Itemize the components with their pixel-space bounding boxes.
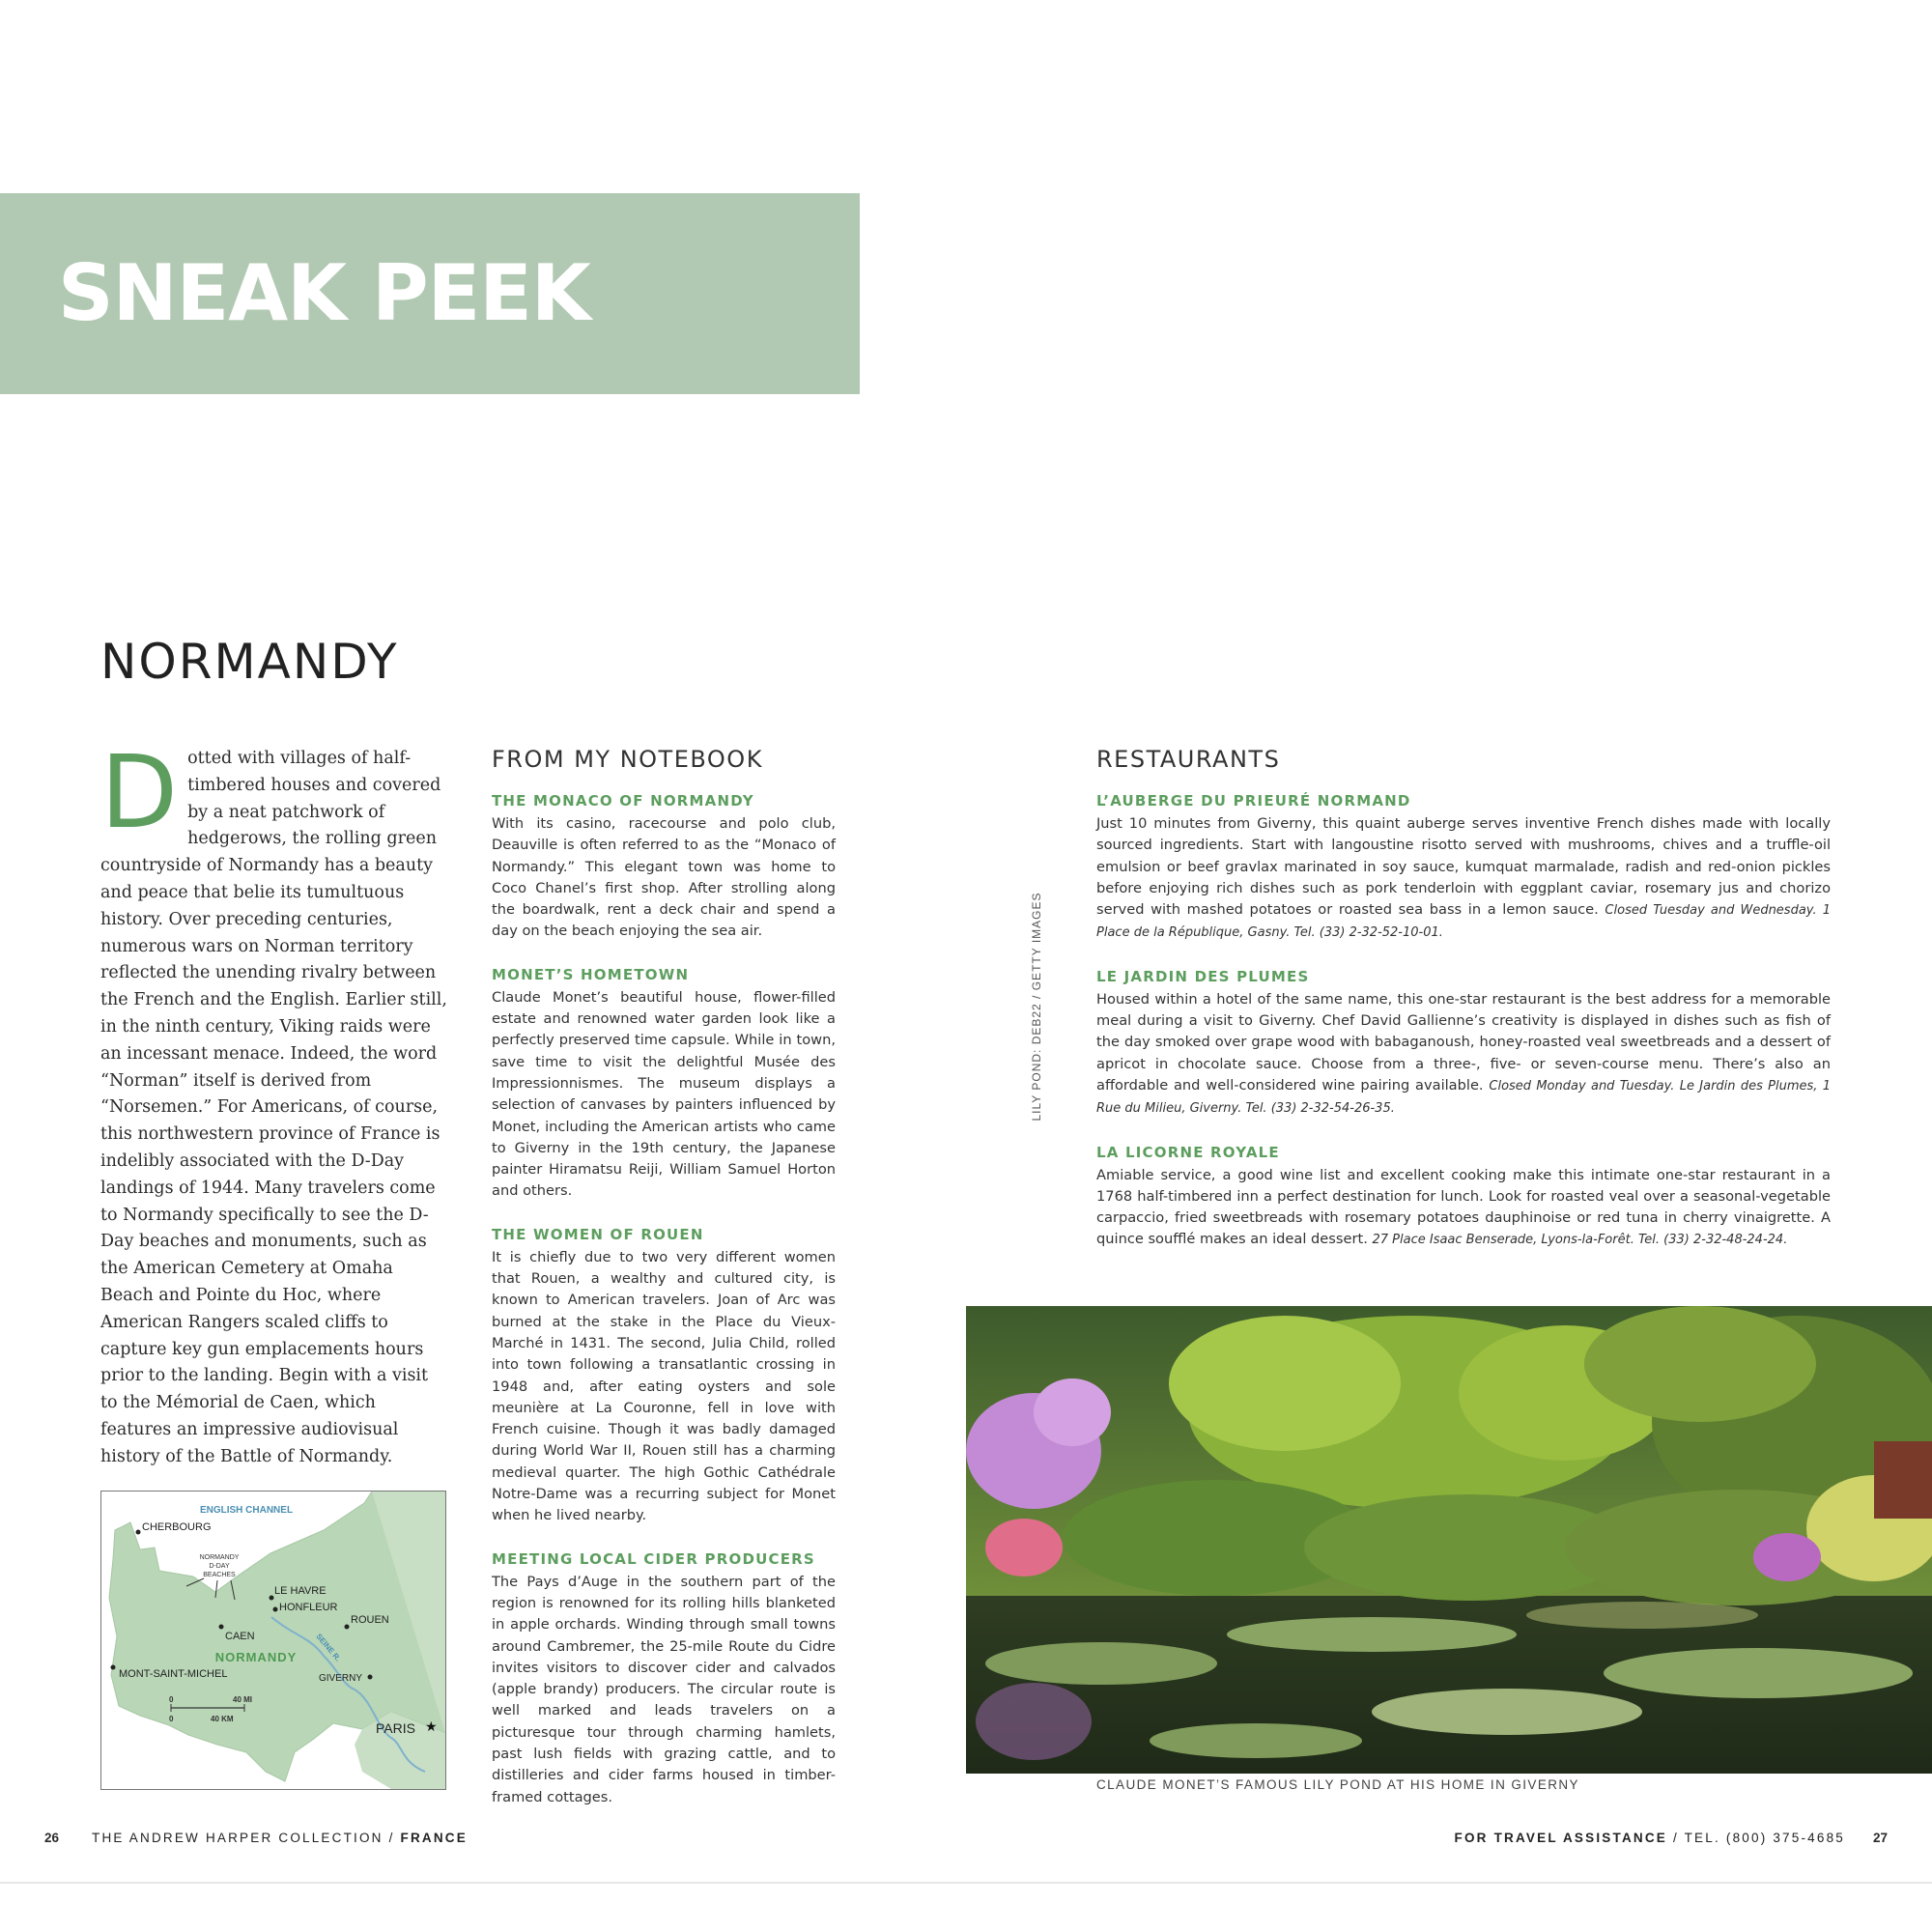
notebook-entry-text: With its casino, racecourse and polo club, Deauville is often referred to as the “Monaco of Normandy.” This elegant town was home to Coco Chanel’s first shop. After strolling along the boardwalk, rent a deck chair and spend a day on the beach enjoying the sea air. <box>492 815 836 940</box>
map-dot-rouen <box>345 1625 350 1630</box>
footer-right-bold: FOR TRAVEL ASSISTANCE <box>1454 1831 1667 1845</box>
restaurant-entry <box>1096 792 1831 945</box>
photo-lily-pads <box>1150 1723 1362 1758</box>
map-label-mont-saint-michel: MONT-SAINT-MICHEL <box>119 1668 228 1680</box>
map-dot-giverny <box>368 1675 373 1680</box>
normandy-map <box>100 1491 446 1790</box>
map-label-honfleur: HONFLEUR <box>279 1602 338 1613</box>
photo-credit: LILY POND: DEB22 / GETTY IMAGES <box>1030 892 1043 1122</box>
notebook-entry <box>492 1550 836 1808</box>
restaurant-entry <box>1096 1144 1831 1252</box>
restaurant-text <box>1096 813 1831 945</box>
restaurant-text <box>1096 1165 1831 1252</box>
photo-reflection <box>1526 1602 1758 1629</box>
restaurants-column <box>1096 792 1831 1275</box>
restaurant-entry <box>1096 968 1831 1121</box>
photo-pink-flowers <box>985 1519 1063 1577</box>
map-dot-mont-saint-michel <box>111 1665 116 1670</box>
star-icon: ★ <box>425 1719 438 1735</box>
scale-mi-zero: 0 <box>169 1695 174 1704</box>
notebook-entry-text: Claude Monet’s beautiful house, flower-filled estate and renowned water garden look like a perfectly preserved time capsule. While in town, save time to visit the delightful Musée des Impressionnismes. The museum displays a selection of canvases by painters influenced by Monet, including the American artists who came to Giverny in the 19th century, the Japanese painter Hiramatsu Reiji, William Samuel Horton and others. <box>492 988 836 1200</box>
footer-right-text: / TEL. (800) 375-4685 <box>1667 1831 1845 1845</box>
notebook-heading: FROM MY NOTEBOOK <box>492 746 763 773</box>
scale-km: 40 KM <box>211 1715 234 1723</box>
map-label-cherbourg: CHERBOURG <box>142 1521 212 1533</box>
photo-reflection <box>976 1683 1092 1760</box>
map-label-giverny: GIVERNY <box>319 1673 363 1684</box>
restaurant-description: Amiable service, a good wine list and excellent cooking make this intimate one-star restaurant in a 1768 half-timbered inn a perfect destination for lunch. Look for roasted veal over a seasonal-vegetable carpaccio, fried sweetbreads with rosemary potatoes dauphinoise or red tuna in cherry vinaigrette. A quince soufflé makes an ideal dessert. <box>1096 1166 1831 1248</box>
map-label-region: NORMANDY <box>214 1650 298 1664</box>
map-label-paris: PARIS <box>376 1720 415 1736</box>
photo-tree-canopy <box>1169 1316 1401 1451</box>
footer-left-text: THE ANDREW HARPER COLLECTION / <box>92 1831 401 1845</box>
restaurant-description: Housed within a hotel of the same name, this one-star restaurant is the best address for a memorable meal during a visit to Giverny. Chef David Gallienne’s creativity is displayed in dishes such as fish of the day smoked over grape wood with babaganoush, honey-roasted veal sweetbreads and a dessert of apricot in chocolate sauce. Choose from a three-, five- or seven-course menu. There’s also an affordable and well-considered wine pairing available. <box>1096 990 1831 1094</box>
map-dot-cherbourg <box>136 1530 141 1535</box>
footer-left <box>92 1831 468 1845</box>
map-label-beaches-3: BEACHES <box>203 1572 236 1578</box>
photo-red-structure <box>1874 1441 1932 1519</box>
photo-purple-flowers <box>1034 1378 1111 1446</box>
photo-lily-pads <box>1604 1648 1913 1698</box>
photo-lily-pads <box>1227 1617 1517 1652</box>
map-label-beaches-1: NORMANDY <box>199 1554 240 1561</box>
notebook-entry <box>492 1226 836 1527</box>
lily-pond-illustration <box>966 1306 1932 1774</box>
footer-left-bold: FRANCE <box>400 1831 468 1845</box>
restaurant-description: Just 10 minutes from Giverny, this quaint auberge serves inventive French dishes made with locally sourced ingredients. Start with langoustine risotto served with mushrooms, chives and a truffle-oil emulsion or beef gravlax marinated in soy sauce, kumquat marmalade, radish and red-onion pickles before enjoying rich dishes such as pork tenderloin with eggplant caviar, rosemary jus and chorizo served with mashed potatoes or roasted sea bass in a lemon sauce. <box>1096 815 1831 919</box>
restaurant-info: 27 Place Isaac Benserade, Lyons-la-Forêt. Tel. (33) 2-32-48-24-24. <box>1372 1233 1788 1248</box>
notebook-entry <box>492 966 836 1203</box>
page-number-right: 27 <box>1872 1831 1888 1845</box>
intro-column <box>100 733 450 1471</box>
restaurant-name: L’AUBERGE DU PRIEURÉ NORMAND <box>1096 792 1411 810</box>
notebook-entry-title: THE WOMEN OF ROUEN <box>492 1225 704 1243</box>
drop-cap: D <box>100 733 179 851</box>
map-label-rouen: ROUEN <box>351 1614 389 1626</box>
lily-pond-photo <box>966 1306 1932 1774</box>
page-number-left: 26 <box>44 1831 60 1845</box>
map-label-caen: CAEN <box>225 1631 255 1642</box>
notebook-entry <box>492 792 836 943</box>
scale-mi: 40 MI <box>233 1695 253 1704</box>
notebook-column <box>492 792 836 1832</box>
notebook-entry-title: MONET’S HOMETOWN <box>492 965 690 983</box>
photo-lily-pads <box>1372 1689 1642 1735</box>
notebook-entry-title: THE MONACO OF NORMANDY <box>492 792 754 810</box>
notebook-entry-title: MEETING LOCAL CIDER PRODUCERS <box>492 1549 815 1568</box>
scale-km-zero: 0 <box>169 1715 174 1723</box>
map-label-seine: SEINE R. <box>314 1632 343 1663</box>
footer-right <box>1455 1831 1845 1845</box>
notebook-entry-text: It is chiefly due to two very different women that Rouen, a wealthy and cultured city, is known to American travelers. Joan of Arc was burned at the stake in the Place du Vieux-Marché in 1431. The second, Julia Child, rolled into town following a transatlantic crossing in 1948 and, after eating oysters and sole meunière at La Couronne, fell in love with French cuisine. Though it was badly damaged during World War II, Rouen still has a charming medieval quarter. The high Gothic Cathédrale Notre-Dame was a recurring subject for Monet when he lived nearby. <box>492 1248 836 1524</box>
region-title: NORMANDY <box>100 634 399 690</box>
map-dot-caen <box>219 1625 224 1630</box>
map-label-beaches-2: D-DAY <box>209 1563 230 1570</box>
photo-caption: CLAUDE MONET’S FAMOUS LILY POND AT HIS HOME IN GIVERNY <box>1096 1777 1579 1792</box>
notebook-entry-text: The Pays d’Auge in the southern part of the region is renowned for its rolling hills blanketed in apple orchards. Winding through small towns around Cambremer, the 25-mile Route du Cidre invites visitors to discover cider and calvados (apple brandy) producers. The circular route is well marked and leads travelers on a picturesque tour through charming hamlets, past lush fields with grazing cattle, and to distilleries and cider farms housed in timber-framed cottages. <box>492 1573 836 1805</box>
intro-text: otted with villages of half-timbered houses and covered by a neat patchwork of hedgerows, the rolling green countryside of Normandy has a beauty and peace that belie its tumultuous history. Over preceding centuries, numerous wars on Norman territory reflected the unending rivalry between the French and the English. Earlier still, in the ninth century, Viking raids were an incessant menace. Indeed, the word “Norman” itself is derived from “Norsemen.” For Americans, of course, this northwestern province of France is indelibly associated with the D-Day landings of 1944. Many travelers come to Normandy specifically to see the D-Day beaches and monuments, such as the American Cemetery at Omaha Beach and Pointe du Hoc, where American Rangers scaled cliffs to capture key gun emplacements hours prior to the landing. Begin with a visit to the Mémorial de Caen, which features an impressive audiovisual history of the Battle of Normandy. <box>100 749 447 1466</box>
restaurant-info: Closed Monday and Tuesday. Le Jardin des Plumes, 1 Rue du Milieu, Giverny. Tel. (33) 2-32-54-26-35. <box>1096 1078 1831 1117</box>
map-svg <box>101 1492 445 1789</box>
map-dot-honfleur <box>273 1607 278 1612</box>
title-banner <box>0 193 860 539</box>
map-label-english-channel: ENGLISH CHANNEL <box>199 1505 294 1516</box>
banner-title: SNEAK PEEK INSIDE <box>58 248 590 539</box>
photo-lily-pads <box>985 1642 1217 1685</box>
restaurants-heading: RESTAURANTS <box>1096 746 1281 773</box>
restaurant-info: Closed Tuesday and Wednesday. 1 Place de la République, Gasny. Tel. (33) 2-32-52-10-01. <box>1096 903 1832 941</box>
photo-purple-flowers <box>1753 1533 1821 1581</box>
restaurant-name: LA LICORNE ROYALE <box>1096 1143 1280 1161</box>
photo-tree-canopy <box>1584 1306 1816 1422</box>
map-label-le-havre: LE HAVRE <box>274 1585 327 1597</box>
restaurant-name: LE JARDIN DES PLUMES <box>1096 967 1310 985</box>
map-dot-le-havre <box>270 1596 274 1601</box>
restaurant-text <box>1096 989 1831 1121</box>
page-edge <box>0 1882 1932 1884</box>
